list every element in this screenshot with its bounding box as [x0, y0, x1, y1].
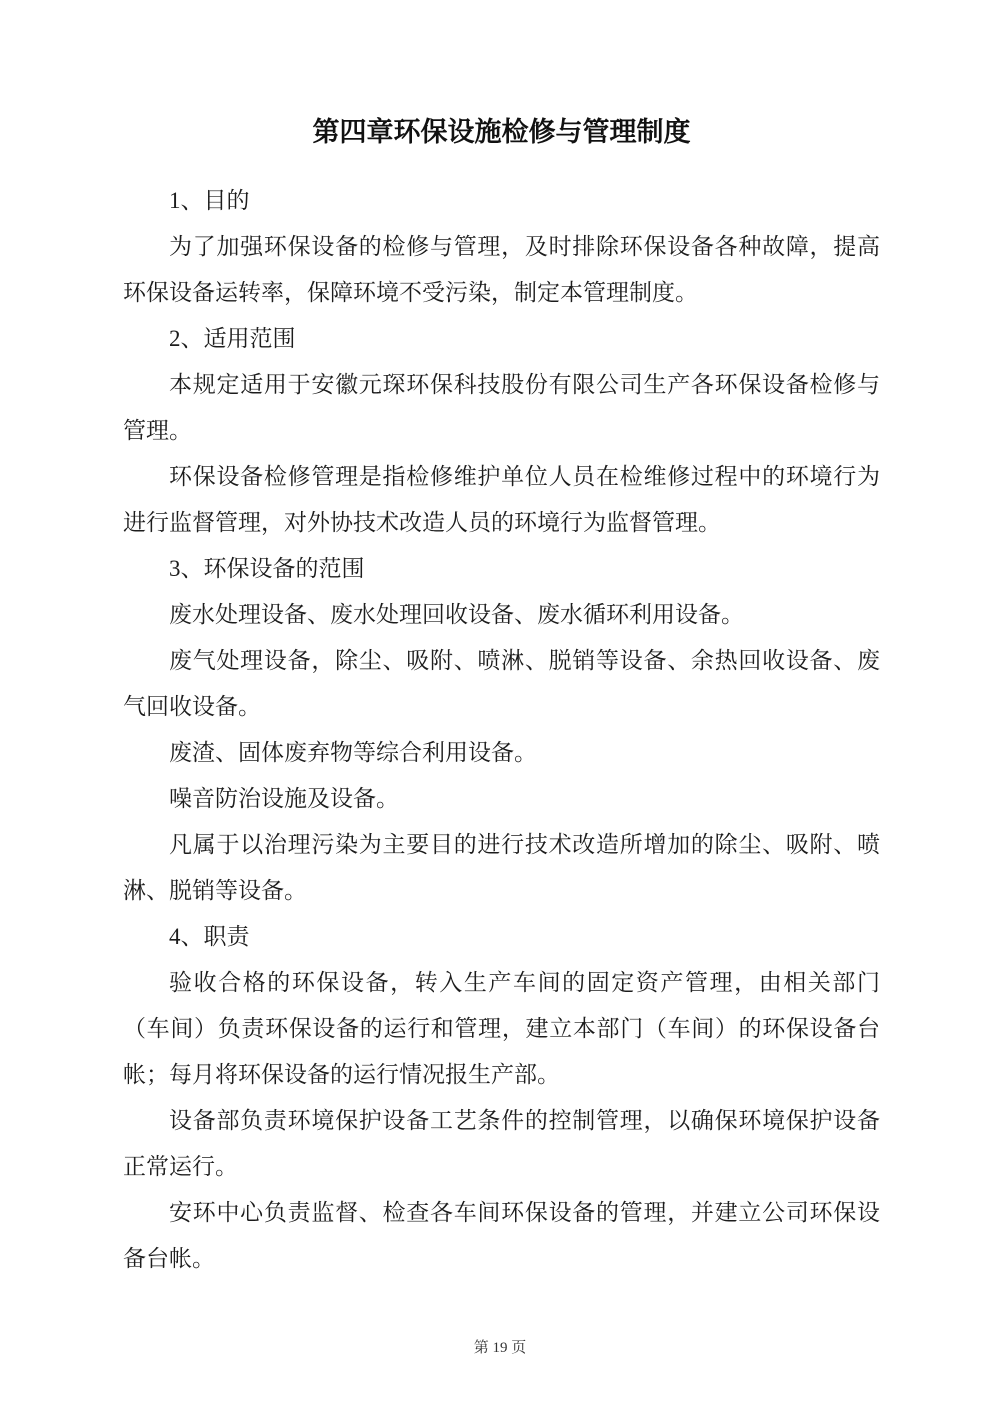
paragraph: 验收合格的环保设备，转入生产车间的固定资产管理，由相关部门（车间）负责环保设备的运行和管理，建立本部门（车间）的环保设备台帐；每月将环保设备的运行情况报生产部。 [123, 970, 880, 1087]
paragraph: 废水处理设备、废水处理回收设备、废水循环利用设备。 [169, 602, 744, 627]
paragraph: 为了加强环保设备的检修与管理，及时排除环保设备各种故障，提高环保设备运转率，保障环境不受污染，制定本管理制度。 [123, 234, 880, 305]
paragraph: 凡属于以治理污染为主要目的进行技术改造所增加的除尘、吸附、喷淋、脱销等设备。 [123, 832, 880, 903]
document-body [123, 178, 880, 1282]
section-heading: 4、职责 [169, 924, 250, 949]
paragraph: 设备部负责环境保护设备工艺条件的控制管理，以确保环境保护设备正常运行。 [123, 1108, 880, 1179]
page-number: 第 19 页 [473, 1340, 527, 1356]
paragraph: 噪音防治设施及设备。 [169, 786, 399, 811]
section-heading: 2、适用范围 [169, 326, 296, 351]
section-heading: 1、目的 [169, 188, 250, 213]
page-footer [0, 1336, 1000, 1357]
paragraph: 废渣、固体废弃物等综合利用设备。 [169, 740, 537, 765]
paragraph: 环保设备检修管理是指检修维护单位人员在检维修过程中的环境行为进行监督管理，对外协技术改造人员的环境行为监督管理。 [123, 464, 880, 535]
paragraph: 本规定适用于安徽元琛环保科技股份有限公司生产各环保设备检修与管理。 [123, 372, 880, 443]
section-heading: 3、环保设备的范围 [169, 556, 365, 581]
paragraph: 安环中心负责监督、检查各车间环保设备的管理，并建立公司环保设备台帐。 [123, 1200, 880, 1271]
paragraph: 废气处理设备，除尘、吸附、喷淋、脱销等设备、余热回收设备、废气回收设备。 [123, 648, 880, 719]
page-title: 第四章环保设施检修与管理制度 [312, 117, 691, 147]
